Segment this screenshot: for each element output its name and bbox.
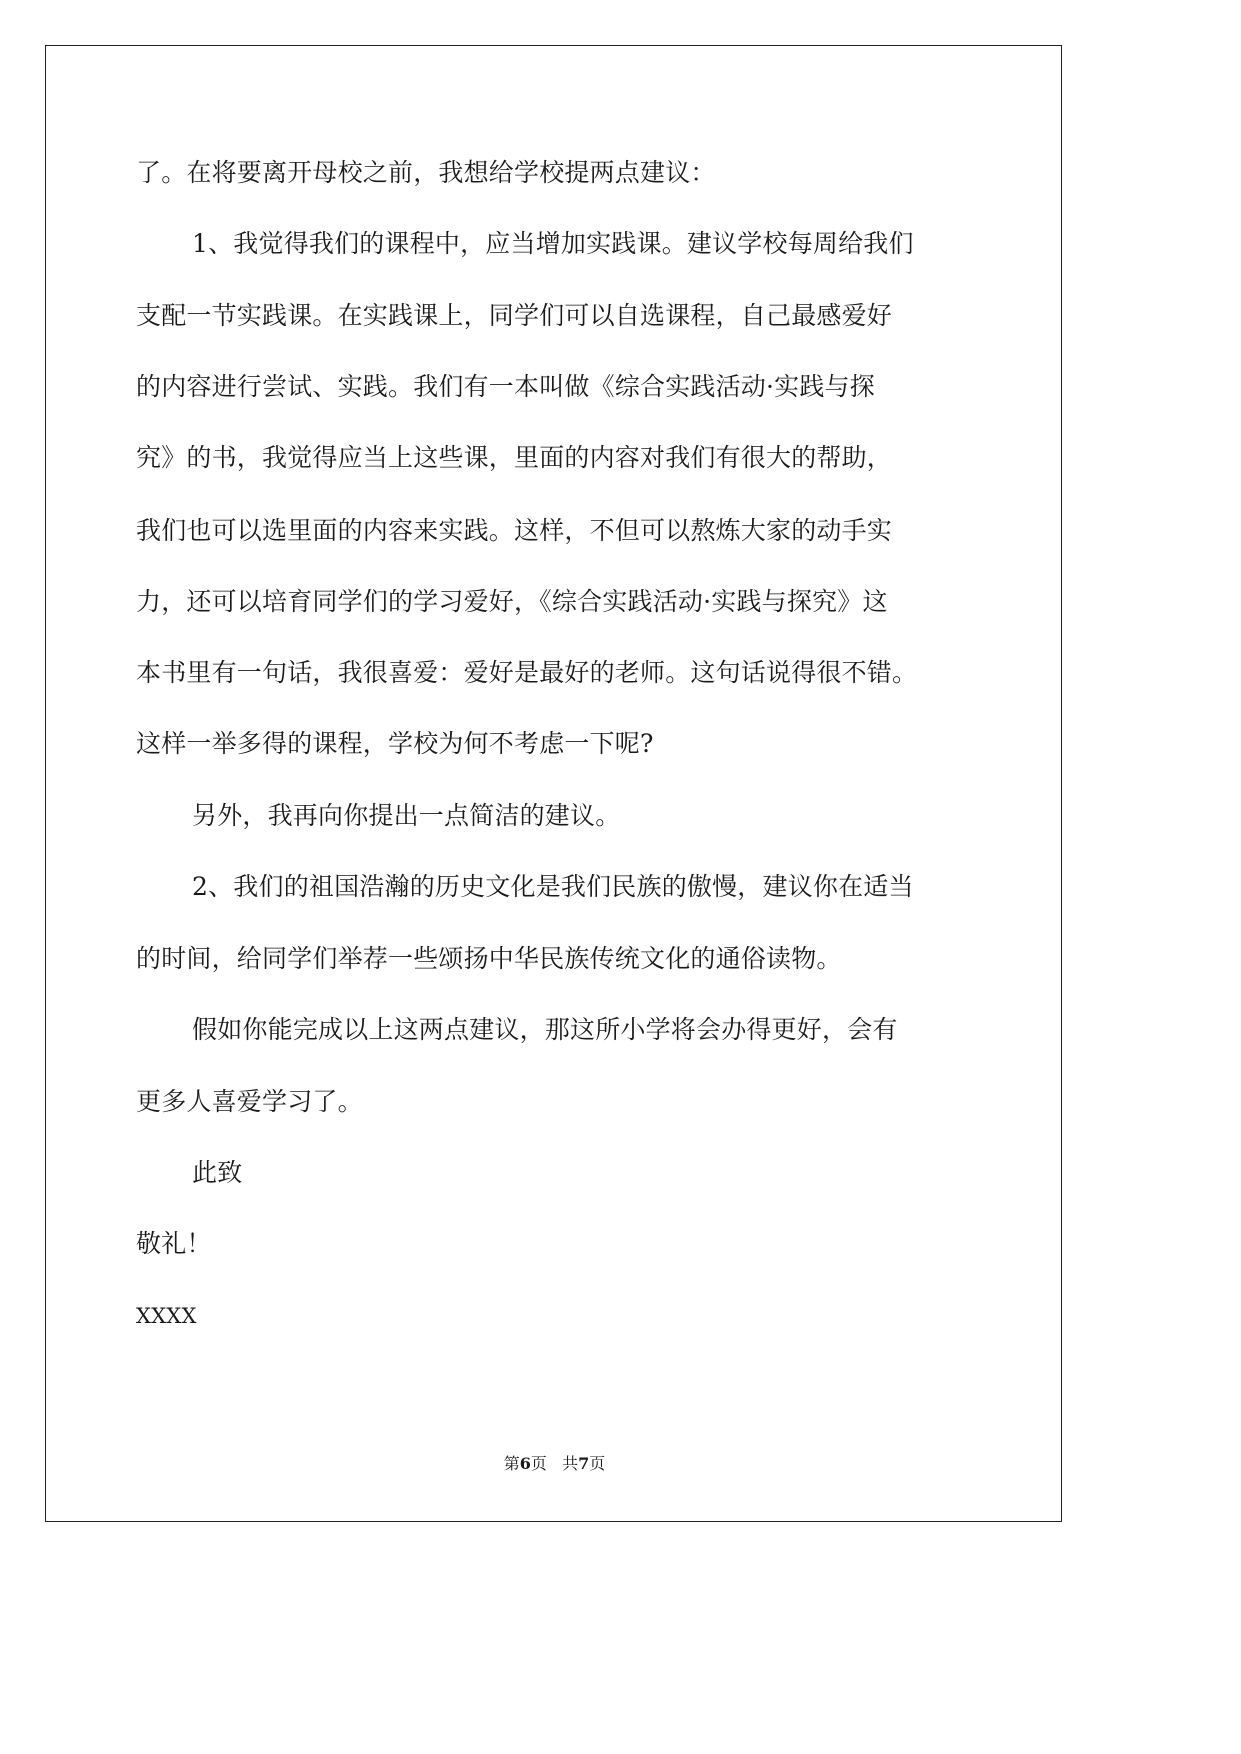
paragraph-line: 假如你能完成以上这两点建议，那这所小学将会办得更好，会有 xyxy=(192,1015,898,1044)
paragraph-line: 的时间，给同学们举荐一些颂扬中华民族传统文化的通俗读物。 xyxy=(136,944,842,973)
total-suffix: 页 xyxy=(589,1454,606,1473)
paragraph-line: 究》的书，我觉得应当上这些课，里面的内容对我们有很大的帮助， xyxy=(136,443,893,472)
paragraph-line: 的内容进行尝试、实践。我们有一本叫做《综合实践活动·实践与探 xyxy=(136,372,875,401)
page-suffix: 页 xyxy=(530,1454,547,1473)
paragraph-line: 本书里有一句话，我很喜爱：爱好是最好的老师。这句话说得很不错。 xyxy=(136,658,918,687)
page-number: 6 xyxy=(519,1454,531,1473)
paragraph-line: 更多人喜爱学习了。 xyxy=(136,1087,363,1116)
total-prefix: 共 xyxy=(562,1454,579,1473)
signature: XXXX xyxy=(136,1304,197,1328)
salutation: 敬礼！ xyxy=(136,1229,212,1258)
paragraph-line: 我们也可以选里面的内容来实践。这样，不但可以熬炼大家的动手实 xyxy=(136,516,893,545)
paragraph-line: 力，还可以培育同学们的学习爱好，《综合实践活动·实践与探究》这 xyxy=(136,587,888,616)
closing-phrase: 此致 xyxy=(192,1158,243,1187)
paragraph-line: 另外，我再向你提出一点简洁的建议。 xyxy=(192,801,621,830)
paragraph-line: 这样一举多得的课程，学校为何不考虑一下呢? xyxy=(136,729,654,758)
total-pages: 7 xyxy=(578,1454,590,1473)
page-prefix: 第 xyxy=(503,1454,520,1473)
paragraph-line: 了。在将要离开母校之前，我想给学校提两点建议： xyxy=(136,158,716,187)
paragraph-line: 2、我们的祖国浩瀚的历史文化是我们民族的傲慢，建议你在适当 xyxy=(192,872,914,901)
paragraph-line: 1、我觉得我们的课程中，应当增加实践课。建议学校每周给我们 xyxy=(192,229,914,258)
paragraph-line: 支配一节实践课。在实践课上，同学们可以自选课程，自己最感爱好 xyxy=(136,301,893,330)
page-border xyxy=(45,45,1062,1522)
page-footer xyxy=(0,1453,1109,1475)
